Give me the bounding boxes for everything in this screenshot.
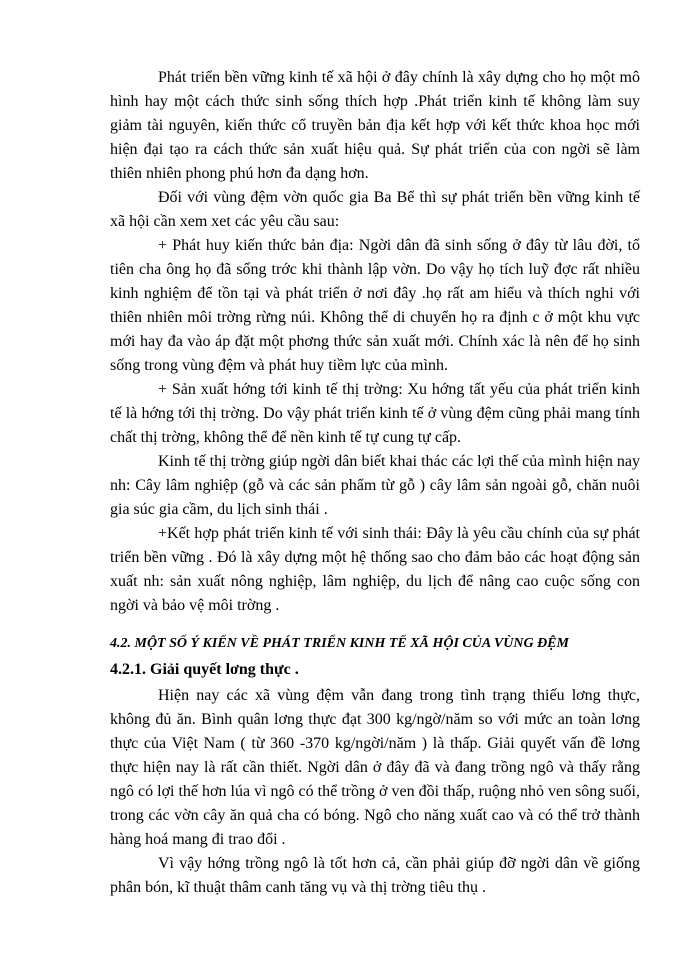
paragraph-indigenous-knowledge: + Phát huy kiến thức bản địa: Ngời dân đã sinh sống ở đây từ lâu đời, tổ tiên cha ông họ đã sống trớc khi thành lập vờn. Do vậy họ tích luỹ đợc rất nhiều kinh nghiệm để tồn tại và phát triển ở nơi đây .họ rất am hiểu và thích nghi với thiên nhiên môi trờng rừng núi. Không thể di chuyển họ ra định c ở một khu vực mới hay đa vào áp đặt một phơng thức sản xuất mới. Chính xác là nên để họ sinh sống trong vùng đệm và phát huy tiềm lực của mình. <box>110 237 640 374</box>
paragraph-market-oriented: + Sản xuất hớng tới kinh tế thị trờng: Xu hớng tất yếu của phát triển kinh tế là hớng tới thị trờng. Do vậy phát triển kinh tế ở vùng đệm cũng phải mang tính chất thị trờng, không thể để nền kinh tế tự cung tự cấp. <box>110 381 640 446</box>
paragraph-sustainable-development: Phát triển bền vững kinh tế xã hội ở đây chính là xây dựng cho họ một mô hình hay một cách thức sinh sống thích hợp .Phát triển kinh tế không làm suy giảm tài nguyên, kiến thức cổ truyền bản địa kết hợp với kết thức khoa học mới hiện đại tạo ra cách thức sản xuất hiệu quả. Sự phát triển của con ngời sẽ làm thiên nhiên phong phú hơn đa dạng hơn. <box>110 69 640 182</box>
paragraph-corn-direction: Vì vậy hớng trồng ngô là tốt hơn cả, cần phải giúp đỡ ngời dân về giống phân bón, kĩ thuật thâm canh tăng vụ và thị trờng tiêu thụ . <box>110 855 640 896</box>
paragraph-market-economy: Kinh tế thị trờng giúp ngời dân biết khai thác các lợi thế của mình hiện nay nh: Cây lâm nghiệp (gỗ và các sản phẩm từ gỗ ) cây lâm sản ngoài gỗ, chăn nuôi gia súc gia cầm, du lịch sinh thái . <box>110 453 640 518</box>
section-heading: 4.2. MỘT SỐ Ý KIẾN VỀ PHÁT TRIỂN KINH TẾ XÃ HỘI CỦA VÙNG ĐỆM <box>110 636 569 651</box>
subsection-heading: 4.2.1. Giải quyết lơng thực . <box>110 661 299 678</box>
paragraph-buffer-zone-requirements: Đối với vùng đệm vờn quốc gia Ba Bể thì sự phát triển bền vững kinh tế xã hội cần xem xet các yêu cầu sau: <box>110 189 640 230</box>
document-page <box>110 66 640 900</box>
paragraph-economy-ecology: +Kết hợp phát triển kinh tế với sinh thái: Đây là yêu cầu chính của sự phát triển bền vững . Đó là xây dựng một hệ thống sao cho đảm bảo các hoạt động sản xuất nh: sản xuất nông nghiệp, lâm nghiệp, du lịch để nâng cao cuộc sống con ngời và bảo vệ môi trờng . <box>110 525 640 614</box>
paragraph-food-shortage: Hiện nay các xã vùng đệm vẫn đang trong tình trạng thiếu lơng thực, không đủ ăn. Bình quân lơng thực đạt 300 kg/ngờ/năm so với mức an toàn lơng thực của Việt Nam ( từ 360 -370 kg/ngời/năm ) là thấp. Giải quyết vấn đề lơng thực hiện nay là rất cần thiết. Ngời dân ở đây đã và đang trồng ngô và thấy rằng ngô có lợi thế hơn lúa vì ngô có thể trồng ở ven đồi thấp, ruộng nhỏ ven sông suối, trong các vờn cây ăn quả cha có bóng. Ngô cho năng xuất cao và có thể trở thành hàng hoá mang đi trao đổi . <box>110 687 640 848</box>
